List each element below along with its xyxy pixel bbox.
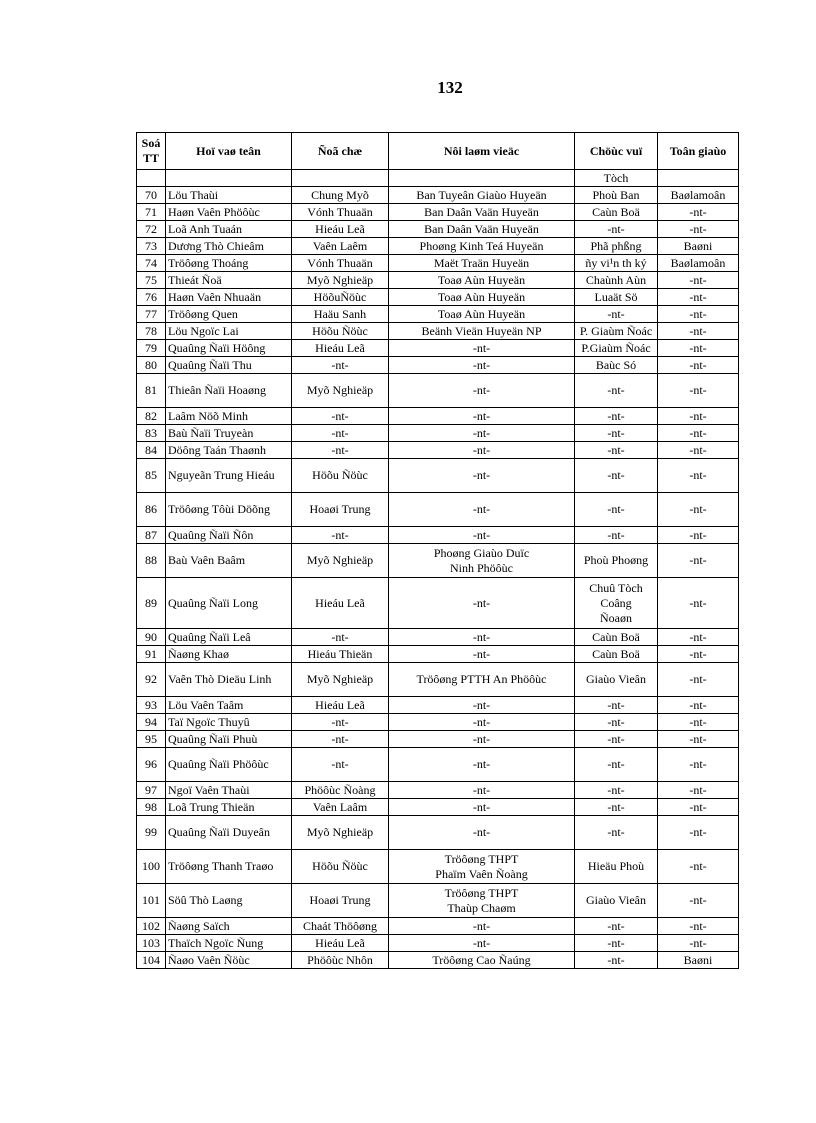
cell-name: Quaûng Ñaïi Phöôùc [166, 748, 292, 782]
cell-workplace: Ban Tuyeân Giaùo Huyeän [389, 187, 575, 204]
cell-position: -nt- [575, 442, 658, 459]
cell-name: Ñaøng Saïch [166, 918, 292, 935]
table-row [137, 408, 739, 425]
table-row [137, 255, 739, 272]
personnel-table [136, 132, 739, 969]
cell-name: Thieân Ñaïi Hoaøng [166, 374, 292, 408]
cell-name: Ñaøo Vaên Ñöùc [166, 952, 292, 969]
cell-position: -nt- [575, 935, 658, 952]
cell-index: 85 [137, 459, 166, 493]
cell-workplace: Maët Traän Huyeän [389, 255, 575, 272]
cell-name: Haøn Vaên Nhuaän [166, 289, 292, 306]
cell-position: -nt- [575, 459, 658, 493]
cell-workplace: -nt- [389, 697, 575, 714]
cell-workplace: Ban Daân Vaän Huyeän [389, 221, 575, 238]
cell-index: 79 [137, 340, 166, 357]
cell-address: Höõu Ñöùc [292, 459, 389, 493]
cell-index: 97 [137, 782, 166, 799]
cell-index: 89 [137, 578, 166, 629]
cell-workplace: -nt- [389, 374, 575, 408]
subheader-cell [389, 170, 575, 187]
cell-address: Myõ Nghieäp [292, 272, 389, 289]
cell-religion: -nt- [658, 748, 739, 782]
table-row [137, 340, 739, 357]
table-row [137, 204, 739, 221]
table-row [137, 238, 739, 255]
table-row [137, 646, 739, 663]
cell-position: P. Giaùm Ñoác [575, 323, 658, 340]
subheader-cell [292, 170, 389, 187]
cell-position: -nt- [575, 714, 658, 731]
subheader-cell [166, 170, 292, 187]
table-row [137, 187, 739, 204]
cell-index: 92 [137, 663, 166, 697]
cell-religion: -nt- [658, 425, 739, 442]
cell-index: 81 [137, 374, 166, 408]
cell-workplace: -nt- [389, 527, 575, 544]
cell-index: 99 [137, 816, 166, 850]
cell-name: Quaûng Ñaïi Thu [166, 357, 292, 374]
cell-position: -nt- [575, 731, 658, 748]
cell-workplace: -nt- [389, 340, 575, 357]
cell-address: -nt- [292, 748, 389, 782]
table-row [137, 629, 739, 646]
cell-index: 88 [137, 544, 166, 578]
table-row [137, 731, 739, 748]
cell-index: 74 [137, 255, 166, 272]
cell-name: Löu Vaên Taâm [166, 697, 292, 714]
cell-name: Söû Thò Laøng [166, 884, 292, 918]
table-row [137, 782, 739, 799]
cell-index: 86 [137, 493, 166, 527]
cell-name: Quaûng Ñaïi Long [166, 578, 292, 629]
cell-index: 96 [137, 748, 166, 782]
table-row [137, 799, 739, 816]
cell-name: Baù Ñaïi Truyeàn [166, 425, 292, 442]
cell-position: -nt- [575, 408, 658, 425]
table-row [137, 850, 739, 884]
cell-address: Haäu Sanh [292, 306, 389, 323]
cell-index: 87 [137, 527, 166, 544]
col-header-index: Soá TT [137, 133, 166, 170]
cell-index: 82 [137, 408, 166, 425]
cell-index: 104 [137, 952, 166, 969]
cell-address: -nt- [292, 442, 389, 459]
cell-address: Myõ Nghieäp [292, 374, 389, 408]
cell-workplace: -nt- [389, 799, 575, 816]
cell-position: -nt- [575, 782, 658, 799]
subheader-cell [137, 170, 166, 187]
table-row [137, 442, 739, 459]
cell-name: Döông Taán Thaønh [166, 442, 292, 459]
cell-name: Quaûng Ñaïi Phuù [166, 731, 292, 748]
cell-religion: -nt- [658, 884, 739, 918]
cell-workplace: Phoøng Kinh Teá Huyeän [389, 238, 575, 255]
cell-workplace: -nt- [389, 578, 575, 629]
cell-index: 84 [137, 442, 166, 459]
cell-position: P.Giaùm Ñoác [575, 340, 658, 357]
cell-address: Höõu Ñöùc [292, 323, 389, 340]
cell-position: Giaùo Vieân [575, 663, 658, 697]
cell-religion: -nt- [658, 221, 739, 238]
cell-name: Baù Vaên Baâm [166, 544, 292, 578]
cell-address: Hieáu Leã [292, 578, 389, 629]
table-row [137, 357, 739, 374]
cell-index: 100 [137, 850, 166, 884]
cell-position: Baùc Só [575, 357, 658, 374]
cell-religion: -nt- [658, 323, 739, 340]
cell-workplace: -nt- [389, 714, 575, 731]
table-row [137, 323, 739, 340]
cell-position: -nt- [575, 306, 658, 323]
cell-index: 103 [137, 935, 166, 952]
table-row [137, 425, 739, 442]
cell-religion: -nt- [658, 918, 739, 935]
cell-name: Quaûng Ñaïi Duyeân [166, 816, 292, 850]
cell-religion: Baøni [658, 952, 739, 969]
cell-name: Quaûng Ñaïi Ñôn [166, 527, 292, 544]
cell-name: Löu Thaùi [166, 187, 292, 204]
cell-position: -nt- [575, 493, 658, 527]
table-row [137, 918, 739, 935]
cell-name: Löu Ngoïc Lai [166, 323, 292, 340]
cell-workplace: -nt- [389, 442, 575, 459]
cell-address: HöõuÑöùc [292, 289, 389, 306]
table-row [137, 578, 739, 629]
cell-index: 70 [137, 187, 166, 204]
cell-address: Hieáu Leã [292, 935, 389, 952]
cell-religion: -nt- [658, 935, 739, 952]
table-row [137, 306, 739, 323]
table-row [137, 935, 739, 952]
cell-address: -nt- [292, 408, 389, 425]
cell-workplace: -nt- [389, 731, 575, 748]
cell-position: Giaùo Vieân [575, 884, 658, 918]
cell-name: Quaûng Ñaïi Höông [166, 340, 292, 357]
table-row [137, 544, 739, 578]
cell-workplace: -nt- [389, 459, 575, 493]
cell-name: Ngoï Vaên Thaùi [166, 782, 292, 799]
cell-name: Tröôøng Tôùi Döõng [166, 493, 292, 527]
table-row [137, 952, 739, 969]
cell-index: 83 [137, 425, 166, 442]
cell-address: Hieáu Thieän [292, 646, 389, 663]
cell-religion: -nt- [658, 527, 739, 544]
page-number: 132 [437, 78, 463, 97]
cell-workplace: Beänh Vieän Huyeän NP [389, 323, 575, 340]
cell-address: Chaát Thöôøng [292, 918, 389, 935]
cell-address: -nt- [292, 731, 389, 748]
cell-address: Vónh Thuaän [292, 204, 389, 221]
cell-workplace: -nt- [389, 918, 575, 935]
cell-religion: Baølamoân [658, 255, 739, 272]
table-body [137, 170, 739, 969]
cell-name: Dương Thò Chieâm [166, 238, 292, 255]
cell-position: Chaùnh Aùn [575, 272, 658, 289]
cell-name: Ñaøng Khaø [166, 646, 292, 663]
cell-religion: -nt- [658, 459, 739, 493]
cell-name: Haøn Vaên Phöôùc [166, 204, 292, 221]
cell-workplace: -nt- [389, 357, 575, 374]
cell-address: Hoaøi Trung [292, 884, 389, 918]
cell-index: 76 [137, 289, 166, 306]
cell-index: 91 [137, 646, 166, 663]
cell-address: -nt- [292, 425, 389, 442]
subheader-cell [658, 170, 739, 187]
cell-workplace: -nt- [389, 748, 575, 782]
cell-position: -nt- [575, 425, 658, 442]
cell-position: Phoù Ban [575, 187, 658, 204]
table-row [137, 748, 739, 782]
cell-position: Phã phßng [575, 238, 658, 255]
cell-address: Myõ Nghieäp [292, 544, 389, 578]
cell-workplace: Toaø Aùn Huyeän [389, 272, 575, 289]
cell-position: -nt- [575, 527, 658, 544]
cell-name: Loã Anh Tuaán [166, 221, 292, 238]
cell-position: -nt- [575, 816, 658, 850]
cell-religion: -nt- [658, 782, 739, 799]
table-row [137, 221, 739, 238]
cell-religion: -nt- [658, 357, 739, 374]
cell-address: -nt- [292, 714, 389, 731]
cell-position: Hieäu Phoù [575, 850, 658, 884]
cell-religion: -nt- [658, 408, 739, 425]
cell-position: Caùn Boä [575, 629, 658, 646]
cell-religion: -nt- [658, 731, 739, 748]
cell-workplace: Tröôøng THPT Phaïm Vaên Ñoàng [389, 850, 575, 884]
cell-religion: -nt- [658, 663, 739, 697]
cell-address: Hieáu Leã [292, 340, 389, 357]
cell-workplace: -nt- [389, 493, 575, 527]
table-row [137, 714, 739, 731]
cell-position: -nt- [575, 374, 658, 408]
cell-religion: -nt- [658, 646, 739, 663]
table-row [137, 289, 739, 306]
cell-address: Myõ Nghieäp [292, 663, 389, 697]
cell-religion: -nt- [658, 629, 739, 646]
cell-workplace: -nt- [389, 646, 575, 663]
cell-index: 78 [137, 323, 166, 340]
col-header-name: Hoï vaø teân [166, 133, 292, 170]
cell-religion: -nt- [658, 578, 739, 629]
cell-index: 72 [137, 221, 166, 238]
cell-religion: Baølamoân [658, 187, 739, 204]
cell-name: Taï Ngoïc Thuyû [166, 714, 292, 731]
cell-religion: -nt- [658, 374, 739, 408]
cell-address: -nt- [292, 527, 389, 544]
cell-position: -nt- [575, 697, 658, 714]
cell-name: Tröôøng Thanh Traøo [166, 850, 292, 884]
cell-index: 98 [137, 799, 166, 816]
cell-religion: -nt- [658, 340, 739, 357]
cell-religion: -nt- [658, 306, 739, 323]
table-row [137, 884, 739, 918]
cell-index: 93 [137, 697, 166, 714]
cell-religion: -nt- [658, 272, 739, 289]
table-row [137, 527, 739, 544]
cell-index: 73 [137, 238, 166, 255]
cell-address: -nt- [292, 629, 389, 646]
cell-position: ñy vi¹n th ký [575, 255, 658, 272]
table-row [137, 697, 739, 714]
cell-workplace: Tröôøng Cao Ñaúng [389, 952, 575, 969]
cell-address: -nt- [292, 357, 389, 374]
cell-address: Vónh Thuaän [292, 255, 389, 272]
cell-name: Tröôøng Quen [166, 306, 292, 323]
cell-position: -nt- [575, 221, 658, 238]
cell-address: Phöôùc Nhôn [292, 952, 389, 969]
cell-address: Hieáu Leã [292, 221, 389, 238]
cell-name: Nguyeãn Trung Hieáu [166, 459, 292, 493]
cell-religion: -nt- [658, 799, 739, 816]
cell-position: -nt- [575, 748, 658, 782]
cell-position: -nt- [575, 952, 658, 969]
cell-address: Vaên Laâm [292, 799, 389, 816]
cell-workplace: Toaø Aùn Huyeän [389, 306, 575, 323]
cell-workplace: -nt- [389, 408, 575, 425]
cell-position: Caùn Boä [575, 646, 658, 663]
col-header-position: Chöùc vuï [575, 133, 658, 170]
col-header-address: Ñoã chæ [292, 133, 389, 170]
cell-workplace: Toaø Aùn Huyeän [389, 289, 575, 306]
table-subheader-row [137, 170, 739, 187]
cell-religion: -nt- [658, 289, 739, 306]
table-row [137, 663, 739, 697]
cell-address: Phöôùc Ñoàng [292, 782, 389, 799]
cell-religion: -nt- [658, 544, 739, 578]
cell-index: 90 [137, 629, 166, 646]
cell-workplace: Tröôøng THPT Thaùp Chaøm [389, 884, 575, 918]
cell-position: Chuû Tòch Coâng Ñoaøn [575, 578, 658, 629]
table-header-row [137, 133, 739, 170]
cell-address: Hoaøi Trung [292, 493, 389, 527]
table-row [137, 493, 739, 527]
table-row [137, 272, 739, 289]
cell-position: Caùn Boä [575, 204, 658, 221]
cell-workplace: -nt- [389, 425, 575, 442]
cell-religion: -nt- [658, 850, 739, 884]
cell-index: 94 [137, 714, 166, 731]
table-row [137, 374, 739, 408]
cell-index: 102 [137, 918, 166, 935]
cell-name: Loã Trung Thieän [166, 799, 292, 816]
cell-position: Luaät Sö [575, 289, 658, 306]
cell-index: 77 [137, 306, 166, 323]
cell-index: 95 [137, 731, 166, 748]
cell-workplace: -nt- [389, 629, 575, 646]
cell-position: Phoù Phoøng [575, 544, 658, 578]
cell-index: 80 [137, 357, 166, 374]
cell-name: Quaûng Ñaïi Leâ [166, 629, 292, 646]
cell-religion: Baøni [658, 238, 739, 255]
cell-name: Vaên Thò Dieäu Linh [166, 663, 292, 697]
cell-religion: -nt- [658, 697, 739, 714]
cell-index: 101 [137, 884, 166, 918]
cell-workplace: -nt- [389, 816, 575, 850]
cell-name: Thieát Ñoä [166, 272, 292, 289]
cell-religion: -nt- [658, 204, 739, 221]
cell-religion: -nt- [658, 442, 739, 459]
cell-workplace: Tröôøng PTTH An Phöôùc [389, 663, 575, 697]
cell-religion: -nt- [658, 714, 739, 731]
cell-religion: -nt- [658, 816, 739, 850]
cell-name: Laâm Nöõ Minh [166, 408, 292, 425]
cell-position: -nt- [575, 918, 658, 935]
cell-workplace: -nt- [389, 782, 575, 799]
cell-address: Chung Myõ [292, 187, 389, 204]
cell-position: -nt- [575, 799, 658, 816]
table-row [137, 459, 739, 493]
cell-address: Vaên Laêm [292, 238, 389, 255]
cell-index: 71 [137, 204, 166, 221]
col-header-religion: Toân giaùo [658, 133, 739, 170]
cell-index: 75 [137, 272, 166, 289]
cell-address: Myõ Nghieäp [292, 816, 389, 850]
cell-workplace: -nt- [389, 935, 575, 952]
cell-workplace: Ban Daân Vaän Huyeän [389, 204, 575, 221]
table-row [137, 816, 739, 850]
subheader-cell: Tòch [575, 170, 658, 187]
cell-workplace: Phoøng Giaùo Duïc Ninh Phöôùc [389, 544, 575, 578]
cell-name: Thaïch Ngoïc Ñung [166, 935, 292, 952]
cell-name: Tröôøng Thoáng [166, 255, 292, 272]
cell-religion: -nt- [658, 493, 739, 527]
col-header-workplace: Nôi laøm vieäc [389, 133, 575, 170]
cell-address: Hieáu Leã [292, 697, 389, 714]
cell-address: Höõu Ñöùc [292, 850, 389, 884]
